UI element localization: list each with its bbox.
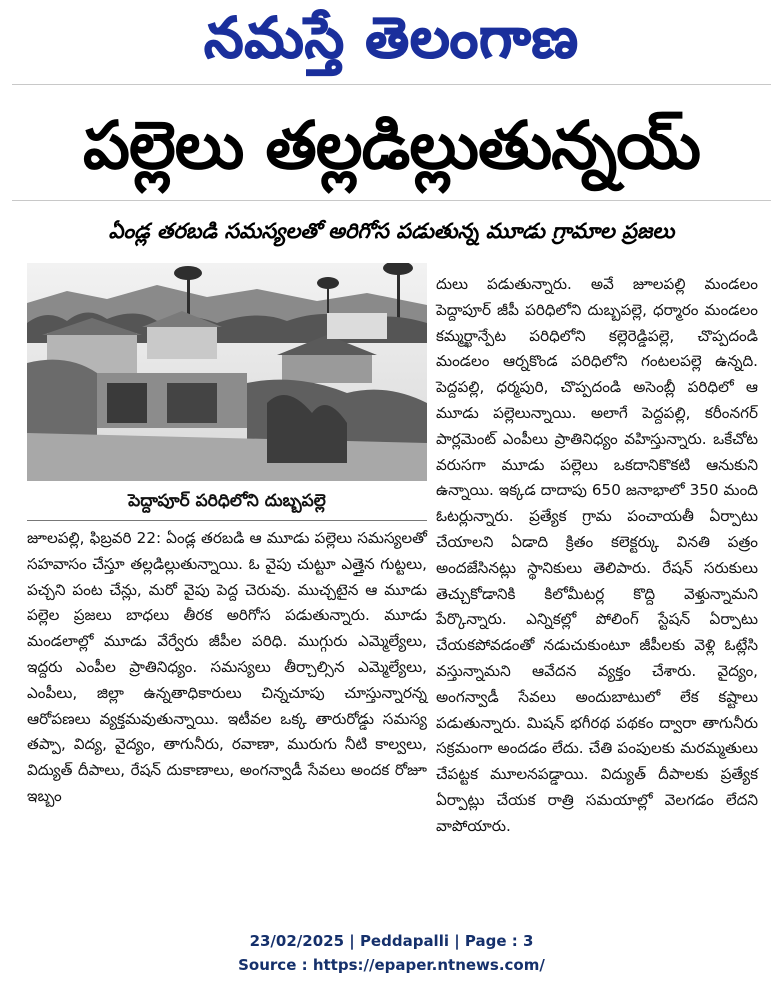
article-subheadline: ఏండ్ల తరబడి సమస్యలతో అరిగోస పడుతున్న మూడు గ్రామాల ప్రజలు bbox=[108, 219, 675, 243]
village-photo bbox=[27, 263, 427, 481]
caption-divider bbox=[27, 520, 427, 521]
article-column-right bbox=[436, 272, 758, 840]
article-column-left bbox=[27, 526, 427, 810]
newspaper-logo: నమస్తే తెలంగాణ bbox=[204, 6, 579, 71]
masthead bbox=[0, 0, 783, 82]
masthead-divider bbox=[12, 84, 771, 85]
page-meta: 23/02/2025 | Peddapalli | Page : 3 bbox=[249, 932, 534, 950]
article-headline: పల్లెలు తల్లడిల్లుతున్నయ్ bbox=[83, 107, 700, 184]
article-text-left: జూలపల్లి, ఫిబ్రవరి 22: ఏండ్ల తరబడి ఆ మూడు పల్లెలు సమస్యలతో సహవాసం చేస్తూ తల్లడిల్లుతున్నాయి. ఓ వైపు చుట్టూ ఎత్తైన గుట్టలు, పచ్చని పంట చేన్లు, మరో వైపు పెద్ద చెరువు. ముచ్చటైన ఆ మూడు పల్లెల ప్రజలు బాధలు తీరక అరిగోస పడుతున్నారు. మూడు మండలాల్లో మూడు వేర్వేరు జీపీల పరిధి. ముగ్గురు ఎమ్మెల్యేలు, ఇద్దరు ఎంపీల ప్రాతినిధ్యం. సమస్యలు తీర్చాల్సిన ఎమ్మెల్యేలు, ఎంపీలు, జిల్లా ఉన్నతాధికారులు చిన్నచూపు చూస్తున్నారన్న ఆరోపణలు వ్యక్తమవుతున్నాయి. ఇటీవల ఒక్క తారురోడ్డు సమస్య తప్పా, విద్య, వైద్యం, తాగునీరు, రవాణా, మురుగు నీటి కాల్వలు, విద్యుత్ దీపాలు, రేషన్ దుకాణాలు, అంగన్వాడీ సేవలు అందక రోజూ ఇబ్బం bbox=[27, 529, 427, 805]
headline-divider bbox=[12, 200, 771, 201]
article-text-right: దులు పడుతున్నారు. అవే జూలపల్లి మండలం పెద్దాపూర్ జీపీ పరిధిలోని దుబ్బపల్లె, ధర్మారం మండలం కమ్మర్ఖాన్పేట పరిధిలోని కల్లెరెడ్డిపల్లె, చొప్పదండి మండలం ఆర్నకొండ పరిధిలోని గంటలపల్లె ఉన్నది. పెద్దపల్లి, ధర్మపురి, చొప్పదండి అసెంబ్లీ పరిధిలో ఆ మూడు పల్లెలున్నాయి. అలాగే పెద్దపల్లి, కరీంనగర్ పార్లమెంట్ ఎంపీలు ప్రాతినిధ్యం వహిస్తున్నారు. ఒకేచోట వరుసగా మూడు పల్లెలు ఒకదానికొకటి ఆనుకుని ఉన్నాయి. ఇక్కడ దాదాపు 650 జనాభాలో 350 మంది ఓటర్లున్నారు. ప్రత్యేక గ్రామ పంచాయతీ ఏర్పాటు చేయాలని ఏడాది క్రితం కలెక్టర్కు వినతి పత్రం అందజేసినట్లు స్థానికులు తెలిపారు. రేషన్ సరుకులు తెచ్చుకోడానికి కిలోమీటర్ల కొద్ది వెళ్తున్నామని పేర్కొన్నారు. ఎన్నికల్లో పోలింగ్ స్టేషన్ ఏర్పాటు చేయకపోవడంతో నడుచుకుంటూ జీపీలకు వెళ్లి ఓట్లేసి వస్తున్నామని ఆవేదన వ్యక్తం చేశారు. వైద్యం, అంగన్వాడీ సేవలు అందుబాటులో లేక కష్టాలు పడుతున్నారు. మిషన్ భగీరథ పథకం ద్వారా తాగునీరు సక్రమంగా అందడం లేదు. చేతి పంపులకు మరమ్మతులు చేపట్టక మూలనపడ్డాయి. విద్యుత్ దీపాలకు ప్రత్యేక ఏర్పాట్లు చేయక రాత్రి సమయాల్లో వెలగడం లేదని వాపోయారు. bbox=[436, 275, 758, 835]
photo-caption: పెద్దాపూర్ పరిధిలోని దుబ్బపల్లె bbox=[128, 491, 326, 511]
source-line: Source : https://epaper.ntnews.com/ bbox=[238, 956, 545, 974]
